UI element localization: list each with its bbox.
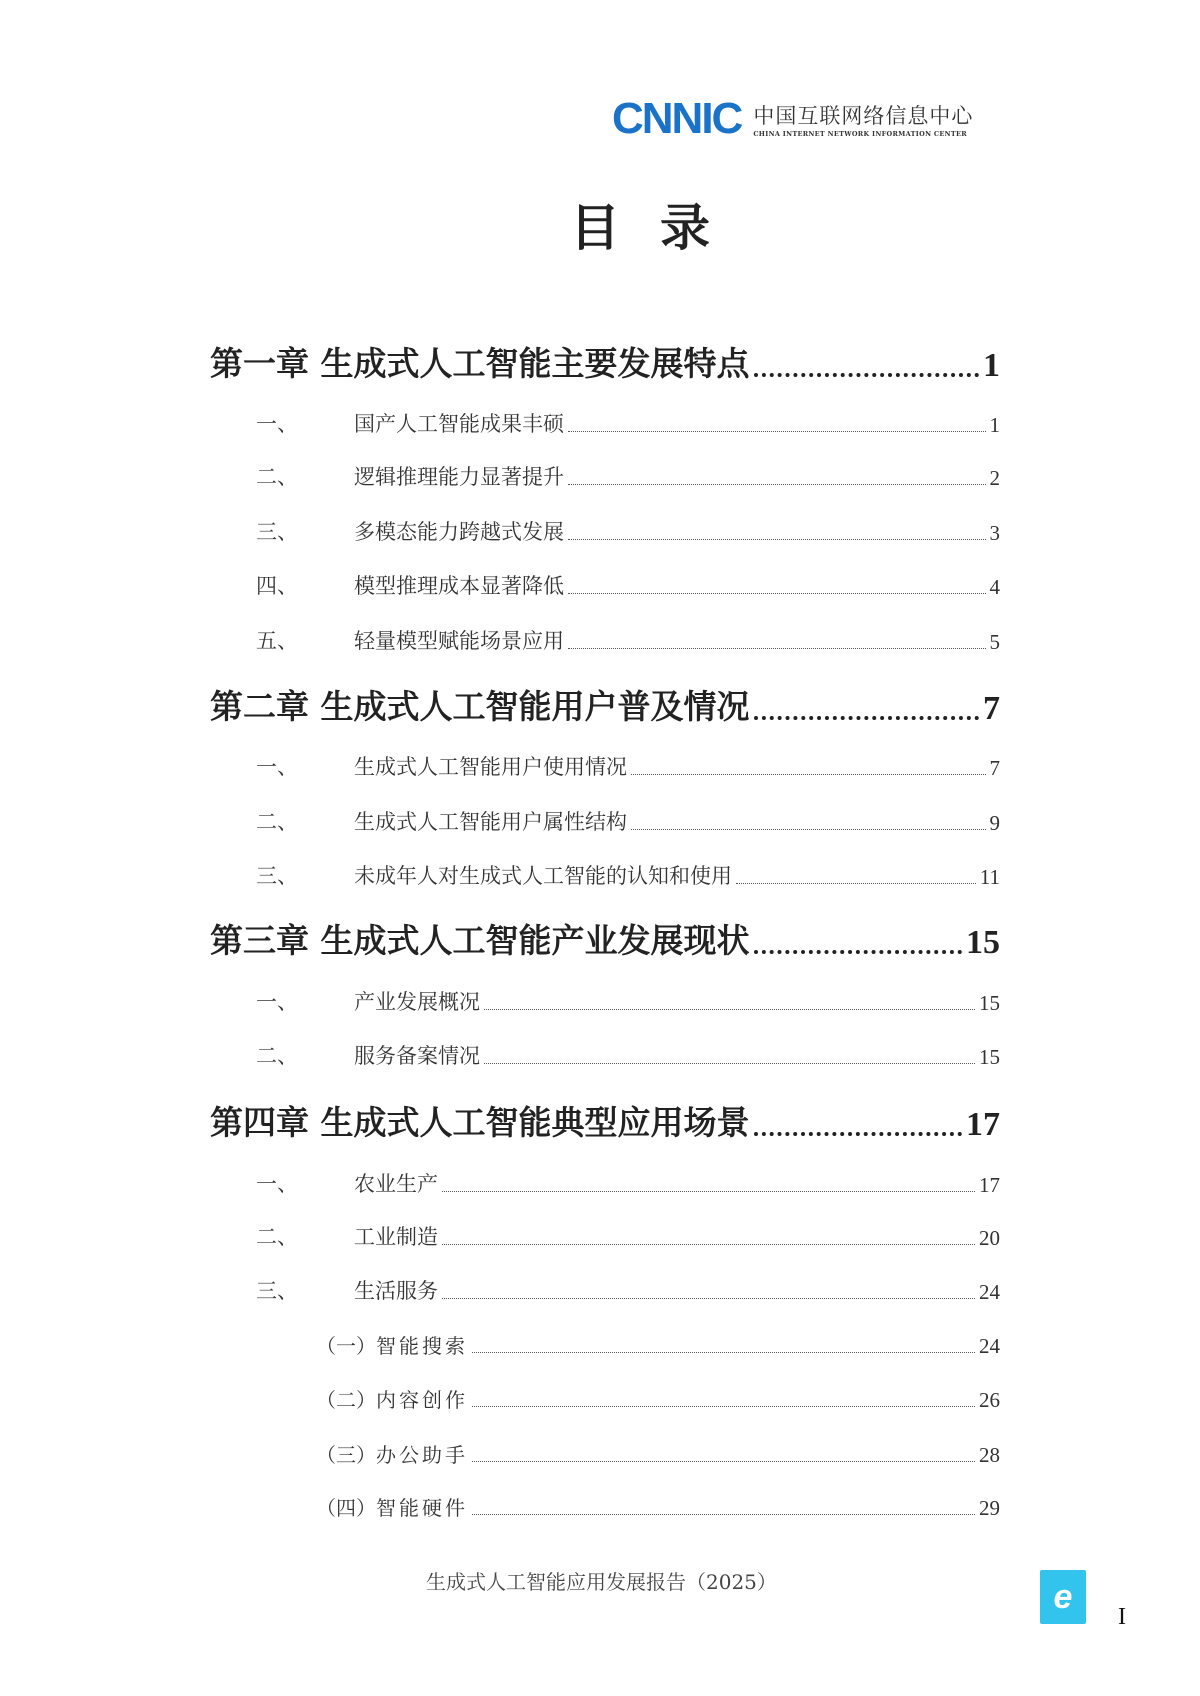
toc-label: 未成年人对生成式人工智能的认知和使用 [354,864,732,888]
toc-page-number: 15 [979,991,1000,1015]
toc-page-number: 4 [989,575,1000,599]
toc-page-number: 11 [979,865,1000,889]
dot-leader [484,1009,975,1010]
toc-number: （一） [316,1334,376,1358]
dot-leader [568,593,986,594]
dot-leader [631,774,986,775]
toc-page-number: 24 [979,1334,1000,1358]
toc-label: 模型推理成本显著降低 [354,574,564,598]
toc-number: 一、 [256,1172,298,1196]
toc-subsection[interactable] [316,1439,1000,1468]
toc-section[interactable] [256,806,1000,836]
toc-section[interactable] [256,751,1000,781]
toc-section[interactable] [256,625,1000,655]
dot-leader [484,1063,975,1064]
dot-leader [568,648,986,649]
toc-label: 逻辑推理能力显著提升 [354,465,564,489]
toc-number: 二、 [256,1225,298,1249]
toc-label: 第二章 生成式人工智能用户普及情况 [210,687,750,726]
toc-page-number: 3 [989,521,1000,545]
dot-leader [442,1191,975,1192]
toc-section[interactable] [256,1040,1000,1070]
toc-label: 国产人工智能成果丰硕 [354,412,564,436]
toc-page-number: 17 [966,1106,1000,1143]
toc-page-number: 17 [979,1173,1000,1197]
toc-section[interactable] [256,461,1000,491]
toc-label: 第一章 生成式人工智能主要发展特点 [210,344,750,383]
toc-number: 二、 [256,1044,298,1068]
toc-page-number: 28 [979,1443,1000,1467]
dot-leader [442,1298,975,1299]
toc-label: 生成式人工智能用户使用情况 [354,755,627,779]
toc-page-number: 7 [983,690,1000,727]
dot-leader [754,373,980,377]
toc-number: 一、 [256,755,298,779]
toc-label: 产业发展概况 [354,990,480,1014]
toc-page-number: 15 [966,924,1000,961]
toc-label: 多模态能力跨越式发展 [354,520,564,544]
toc-number: 四、 [256,574,298,598]
toc-section[interactable] [256,986,1000,1016]
toc-number: 二、 [256,465,298,489]
toc-number: 三、 [256,1279,298,1303]
toc-number: （二） [316,1388,376,1412]
dot-leader [631,829,986,830]
toc-page-number: 2 [989,466,1000,490]
dot-leader [472,1461,975,1462]
toc-page-number: 9 [989,811,1000,835]
page-number: I [1118,1604,1126,1630]
toc-section[interactable] [256,408,1000,438]
dot-leader [568,431,986,432]
dot-leader [472,1352,975,1353]
toc-page-number: 1 [983,347,1000,384]
toc-label: 工业制造 [354,1225,438,1249]
toc-label: 生活服务 [354,1279,438,1303]
page-title: 目录 [570,198,750,257]
dot-leader [754,1132,963,1136]
toc-chapter[interactable] [210,1097,1000,1144]
toc-page-number: 7 [989,756,1000,780]
toc-label: 智能搜索 [376,1334,468,1358]
toc-chapter[interactable] [210,915,1000,962]
dot-leader [754,716,980,720]
toc-chapter[interactable] [210,338,1000,385]
dot-leader [472,1406,975,1407]
toc-subsection[interactable] [316,1330,1000,1359]
toc-subsection[interactable] [316,1384,1000,1413]
toc-section[interactable] [256,860,1000,890]
toc-number: 三、 [256,520,298,544]
dot-leader [568,484,986,485]
toc-page-number: 24 [979,1280,1000,1304]
toc-number: 三、 [256,864,298,888]
toc-number: 一、 [256,990,298,1014]
toc-page-number: 15 [979,1045,1000,1069]
toc-subsection[interactable] [316,1492,1000,1521]
toc-section[interactable] [256,1168,1000,1198]
toc-page-number: 26 [979,1388,1000,1412]
dot-leader [442,1244,975,1245]
toc-section[interactable] [256,1275,1000,1305]
toc-page-number: 1 [989,413,1000,437]
toc-label: 内容创作 [376,1388,468,1412]
footer-report-title: 生成式人工智能应用发展报告（2025） [426,1570,777,1594]
dot-leader [736,883,976,884]
toc-page-number: 20 [979,1226,1000,1250]
toc-label: 生成式人工智能用户属性结构 [354,810,627,834]
toc-number: 五、 [256,629,298,653]
dot-leader [472,1514,975,1515]
toc-label: 服务备案情况 [354,1044,480,1068]
toc-page-number: 5 [989,630,1000,654]
toc-page-number: 29 [979,1496,1000,1520]
toc-number: （四） [316,1496,376,1520]
toc-label: 办公助手 [376,1443,468,1467]
dot-leader [568,539,986,540]
toc-number: （三） [316,1443,376,1467]
toc-section[interactable] [256,1221,1000,1251]
logo-mark: CNNIC [612,94,742,143]
toc-number: 二、 [256,810,298,834]
org-name-en: CHINA INTERNET NETWORK INFORMATION CENTER [753,130,967,138]
toc-section[interactable] [256,516,1000,546]
cnnic-logo [612,94,973,144]
toc-label: 第四章 生成式人工智能典型应用场景 [210,1103,750,1142]
toc-label: 农业生产 [354,1172,438,1196]
toc-section[interactable] [256,570,1000,600]
toc-number: 一、 [256,412,298,436]
dot-leader [754,950,963,954]
toc-label: 智能硬件 [376,1496,468,1520]
search-e-icon: e [1040,1570,1086,1624]
toc-chapter[interactable] [210,681,1000,728]
toc-label: 第三章 生成式人工智能产业发展现状 [210,921,750,960]
org-name-cn: 中国互联网络信息中心 [753,104,974,128]
toc-label: 轻量模型赋能场景应用 [354,629,564,653]
